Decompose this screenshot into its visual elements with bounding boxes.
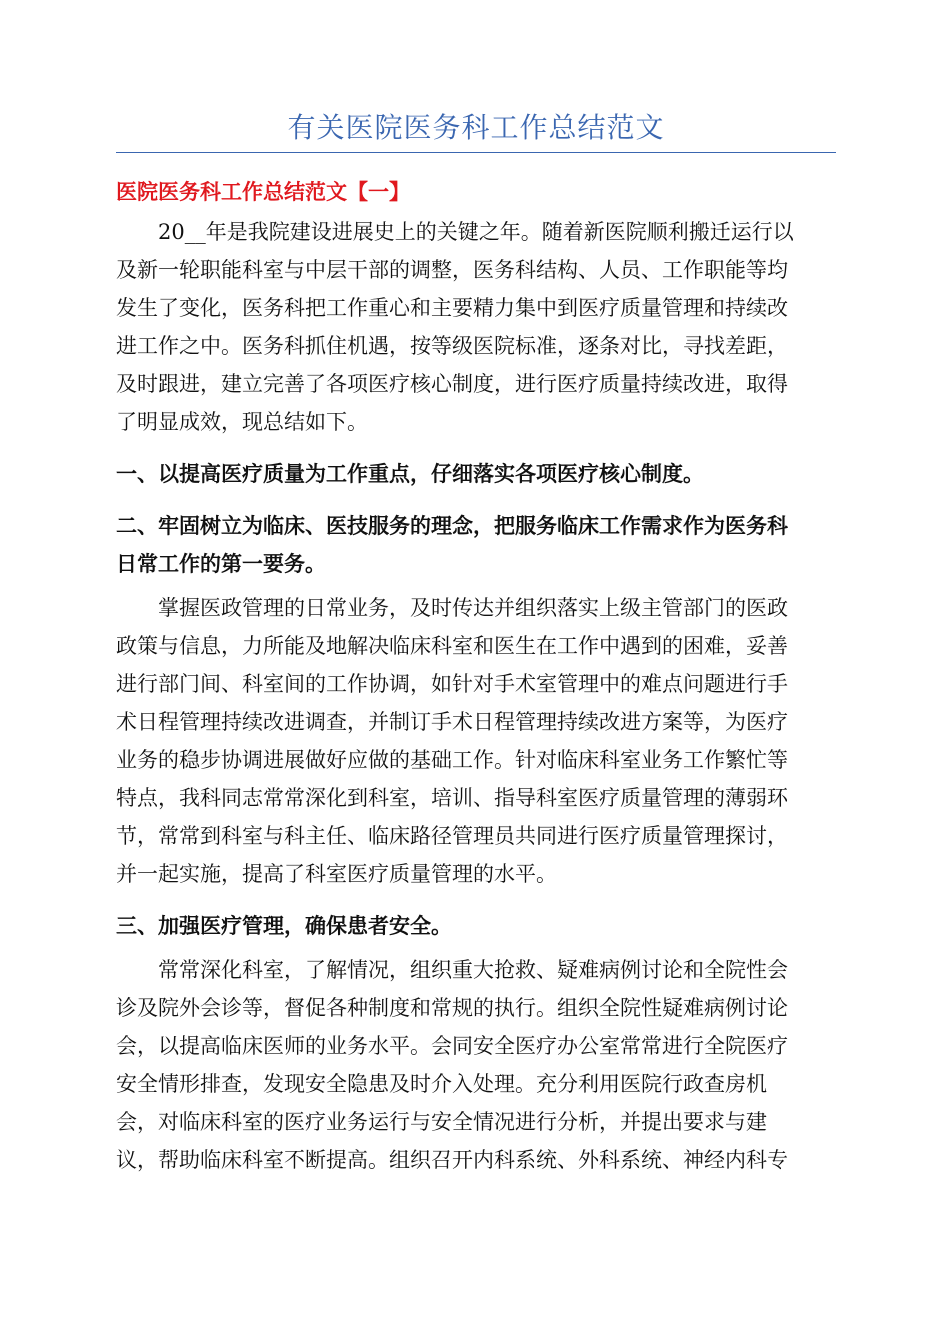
point-two-heading-line: 日常工作的第一要务。 xyxy=(116,552,326,576)
title-underline xyxy=(116,152,836,153)
point-three-paragraph xyxy=(116,951,836,1179)
point-two-line: 进行部门间、科室间的工作协调，如针对手术室管理中的难点问题进行手 xyxy=(116,672,788,696)
intro-line: 发生了变化，医务科把工作重心和主要精力集中到医疗质量管理和持续改 xyxy=(116,296,788,320)
point-three-line: 会，对临床科室的医疗业务运行与安全情况进行分析，并提出要求与建 xyxy=(116,1110,767,1134)
intro-line: 20__年是我院建设进展史上的关键之年。随着新医院顺利搬迁运行以 xyxy=(158,220,794,244)
point-three-heading: 三、加强医疗管理，确保患者安全。 xyxy=(116,914,452,938)
point-two-heading xyxy=(116,507,836,583)
document-title: 有关医院医务科工作总结范文 xyxy=(287,111,665,144)
point-two-heading-line: 二、牢固树立为临床、医技服务的理念，把服务临床工作需求作为医务科 xyxy=(116,514,788,538)
point-two-line: 政策与信息，力所能及地解决临床科室和医生在工作中遇到的困难，妥善 xyxy=(116,634,788,658)
point-three-line: 诊及院外会诊等，督促各种制度和常规的执行。组织全院性疑难病例讨论 xyxy=(116,996,788,1020)
point-two-paragraph xyxy=(116,589,836,893)
intro-line: 进工作之中。医务科抓住机遇，按等级医院标准，逐条对比，寻找差距， xyxy=(116,334,788,358)
point-two-line: 并一起实施，提高了科室医疗质量管理的水平。 xyxy=(116,862,557,886)
point-two-line: 节，常常到科室与科主任、临床路径管理员共同进行医疗质量管理探讨， xyxy=(116,824,788,848)
intro-line: 及时跟进，建立完善了各项医疗核心制度，进行医疗质量持续改进，取得 xyxy=(116,372,788,396)
document-page xyxy=(116,108,836,1179)
point-three-line: 会，以提高临床医师的业务水平。会同安全医疗办公室常常进行全院医疗 xyxy=(116,1034,788,1058)
point-three-line: 安全情形排查，发现安全隐患及时介入处理。充分利用医院行政查房机 xyxy=(116,1072,767,1096)
section-heading: 医院医务科工作总结范文【一】 xyxy=(116,180,410,204)
point-two-line: 掌握医政管理的日常业务，及时传达并组织落实上级主管部门的医政 xyxy=(158,596,788,620)
point-two-line: 术日程管理持续改进调查，并制订手术日程管理持续改进方案等，为医疗 xyxy=(116,710,788,734)
point-two-line: 业务的稳步协调进展做好应做的基础工作。针对临床科室业务工作繁忙等 xyxy=(116,748,788,772)
intro-line: 及新一轮职能科室与中层干部的调整，医务科结构、人员、工作职能等均 xyxy=(116,258,788,282)
point-three-line: 常常深化科室，了解情况，组织重大抢救、疑难病例讨论和全院性会 xyxy=(158,958,788,982)
point-three-line: 议，帮助临床科室不断提高。组织召开内科系统、外科系统、神经内科专 xyxy=(116,1148,788,1172)
point-two-line: 特点，我科同志常常深化到科室，培训、指导科室医疗质量管理的薄弱环 xyxy=(116,786,788,810)
intro-line: 了明显成效，现总结如下。 xyxy=(116,410,368,434)
intro-paragraph xyxy=(116,213,836,441)
point-one-heading: 一、以提高医疗质量为工作重点，仔细落实各项医疗核心制度。 xyxy=(116,462,704,486)
